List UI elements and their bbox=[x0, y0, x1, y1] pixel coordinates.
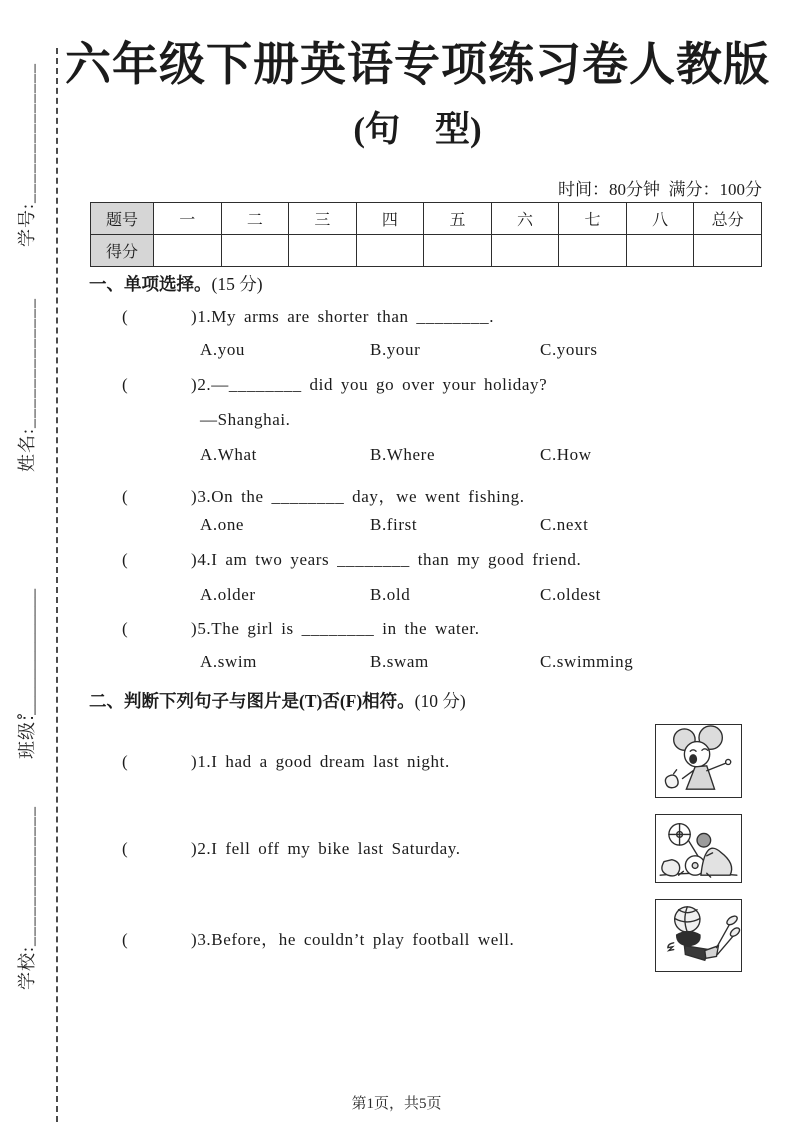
score-blank-cell bbox=[356, 235, 424, 267]
section1-heading bbox=[89, 271, 263, 296]
score-table-header-cell: 五 bbox=[424, 203, 492, 235]
section2-points: (10 分) bbox=[414, 691, 466, 711]
football-dive-illustration bbox=[655, 899, 742, 972]
page-subtitle: (句 型) bbox=[353, 110, 482, 149]
s1-question-5-options bbox=[200, 652, 633, 672]
score-table-header-cell: 六 bbox=[491, 203, 559, 235]
option-b: B.old bbox=[370, 585, 411, 604]
score-table-header-cell: 四 bbox=[356, 203, 424, 235]
s1-question-4: ( )4.I am two years ________ than my good friend. bbox=[122, 550, 582, 569]
option-a: A.swim bbox=[200, 652, 257, 671]
score-label-cell: 得分 bbox=[91, 235, 154, 267]
section1-points: (15 分) bbox=[211, 274, 263, 294]
crying-child-illustration bbox=[655, 724, 742, 798]
option-a: A.you bbox=[200, 340, 246, 359]
student-number-field: 学号:______________ bbox=[17, 62, 37, 247]
score-table-header-cell: 总分 bbox=[694, 203, 762, 235]
score-table-header-cell: 一 bbox=[154, 203, 222, 235]
option-c: C.How bbox=[540, 445, 592, 464]
class-field: 班级:ْ______________ bbox=[17, 588, 37, 759]
section1-heading-text: 一、单项选择。 bbox=[89, 274, 212, 294]
option-c: C.yours bbox=[540, 340, 598, 359]
s1-question-1: ( )1.My arms are shorter than ________. bbox=[122, 307, 495, 326]
option-b: B.first bbox=[370, 515, 418, 534]
s1-question-2: ( )2.—________ did you go over your holiday? bbox=[122, 375, 548, 394]
s1-question-1-options bbox=[200, 340, 598, 360]
score-blank-cell bbox=[694, 235, 762, 267]
option-c: C.oldest bbox=[540, 585, 601, 604]
score-table-header-cell: 三 bbox=[289, 203, 357, 235]
score-blank-cell bbox=[154, 235, 222, 267]
s2-question-1: ( )1.I had a good dream last night. bbox=[122, 752, 450, 771]
score-blank-cell bbox=[289, 235, 357, 267]
score-table bbox=[90, 202, 762, 267]
score-blank-cell bbox=[491, 235, 559, 267]
option-b: B.your bbox=[370, 340, 421, 359]
s2-question-3: ( )3.Before，he couldn’t play football well. bbox=[122, 930, 515, 949]
exam-time-score-info: 时间：80分钟 满分：100分 bbox=[558, 180, 762, 199]
score-blank-cell bbox=[424, 235, 492, 267]
option-a: A.older bbox=[200, 585, 256, 604]
page-title: 六年级下册英语专项练习卷人教版 bbox=[65, 39, 770, 90]
score-table-header-cell: 七 bbox=[559, 203, 627, 235]
option-a: A.What bbox=[200, 445, 257, 464]
section2-heading bbox=[89, 688, 466, 713]
score-table-header-row bbox=[91, 203, 762, 235]
s1-question-5: ( )5.The girl is ________ in the water. bbox=[122, 619, 480, 638]
score-table-score-row bbox=[91, 235, 762, 267]
question-number-label-cell: 题号 bbox=[91, 203, 154, 235]
s1-question-2-answer-line: —Shanghai. bbox=[200, 410, 291, 429]
option-c: C.next bbox=[540, 515, 589, 534]
page-number: 第1页，共5页 bbox=[351, 1096, 442, 1112]
score-blank-cell bbox=[559, 235, 627, 267]
option-b: B.Where bbox=[370, 445, 436, 464]
section2-heading-text: 二、判断下列句子与图片是(T)否(F)相符。 bbox=[89, 691, 415, 711]
seal-dashed-line bbox=[56, 48, 58, 1122]
option-c: C.swimming bbox=[540, 652, 634, 671]
s2-question-2: ( )2.I fell off my bike last Saturday. bbox=[122, 839, 461, 858]
score-table-header-cell: 二 bbox=[221, 203, 289, 235]
student-name-field: 姓名:_____________ bbox=[17, 297, 37, 472]
s1-question-2-options bbox=[200, 445, 592, 465]
s1-question-4-options bbox=[200, 585, 601, 605]
score-table-header-cell: 八 bbox=[626, 203, 694, 235]
school-field: 学校:______________ bbox=[17, 805, 37, 990]
bike-fall-illustration bbox=[655, 814, 742, 883]
option-b: B.swam bbox=[370, 652, 429, 671]
score-blank-cell bbox=[626, 235, 694, 267]
score-blank-cell bbox=[221, 235, 289, 267]
s1-question-3: ( )3.On the ________ day，we went fishing. bbox=[122, 487, 525, 506]
option-a: A.one bbox=[200, 515, 245, 534]
s1-question-3-options bbox=[200, 515, 588, 535]
